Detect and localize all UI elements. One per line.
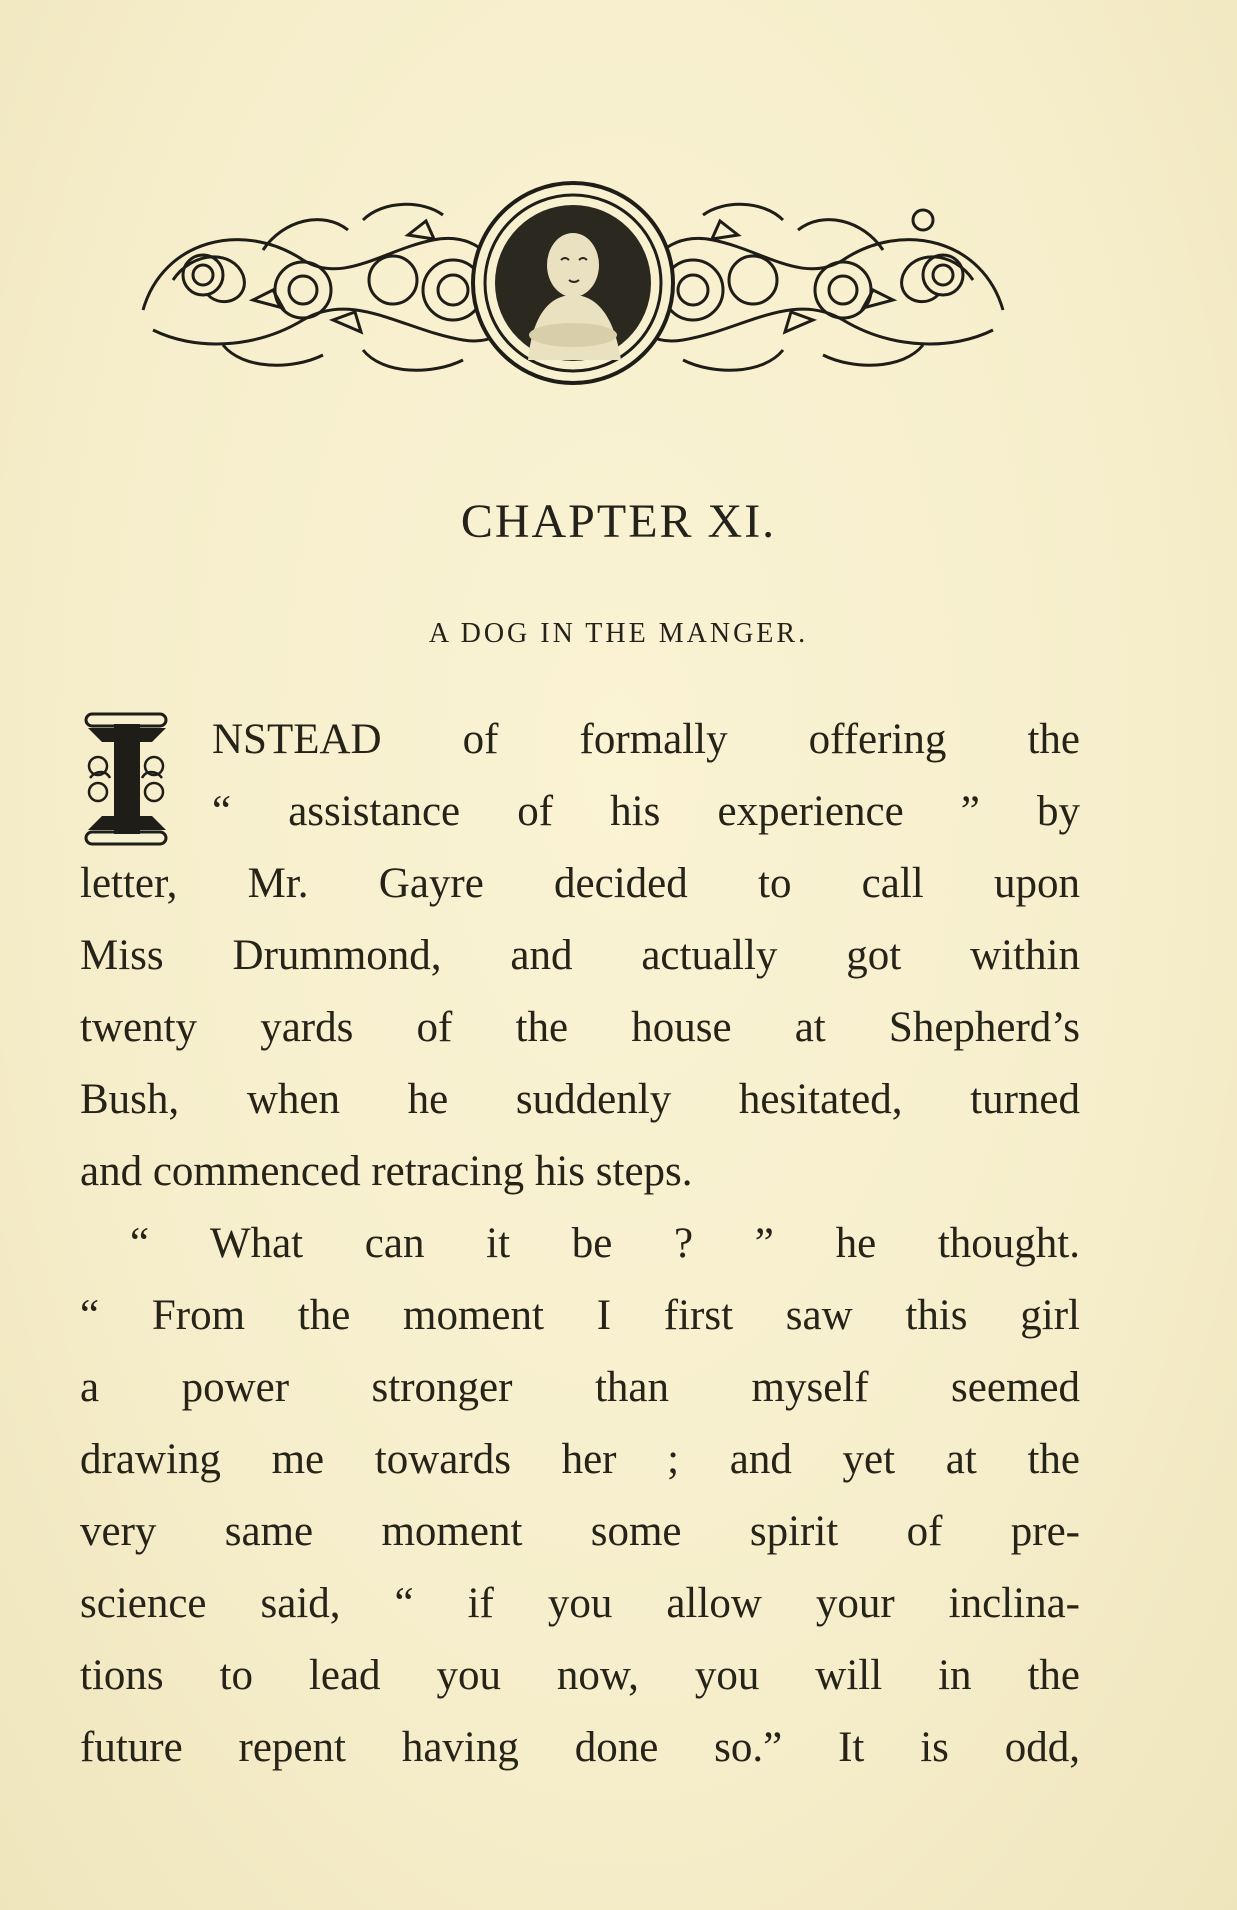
text-line: a power stronger than myself seemed — [80, 1364, 1080, 1411]
text-line: twenty yards of the house at Shepherd’s — [80, 1004, 1080, 1051]
chapter-heading: CHAPTER XI. — [460, 495, 777, 548]
text-line: Miss Drummond, and actually got within — [80, 932, 1080, 979]
text-line: tions to lead you now, you will in the — [80, 1652, 1080, 1699]
text-line: drawing me towards her ; and yet at the — [80, 1436, 1080, 1483]
text-line: very same moment some spirit of pre- — [80, 1508, 1080, 1555]
text-line: Bush, when he suddenly hesitated, turned — [80, 1076, 1080, 1123]
decorated-drop-cap — [82, 708, 170, 850]
text-line: NSTEAD of formally offering the — [212, 716, 1080, 763]
ornamental-headpiece — [133, 180, 1013, 386]
text-line: science said, “ if you allow your inclina- — [80, 1580, 1080, 1627]
text-line: “ assistance of his experience ” by — [212, 788, 1080, 835]
text-line: “ What can it be ? ” he thought. — [130, 1220, 1080, 1267]
text-line: future repent having done so.” It is odd, — [80, 1724, 1080, 1771]
chapter-subtitle: A DOG IN THE MANGER. — [428, 618, 809, 649]
text-line: “ From the moment I first saw this girl — [80, 1292, 1080, 1339]
text-line: letter, Mr. Gayre decided to call upon — [80, 860, 1080, 907]
text-line: and commenced retracing his steps. — [80, 1148, 693, 1195]
